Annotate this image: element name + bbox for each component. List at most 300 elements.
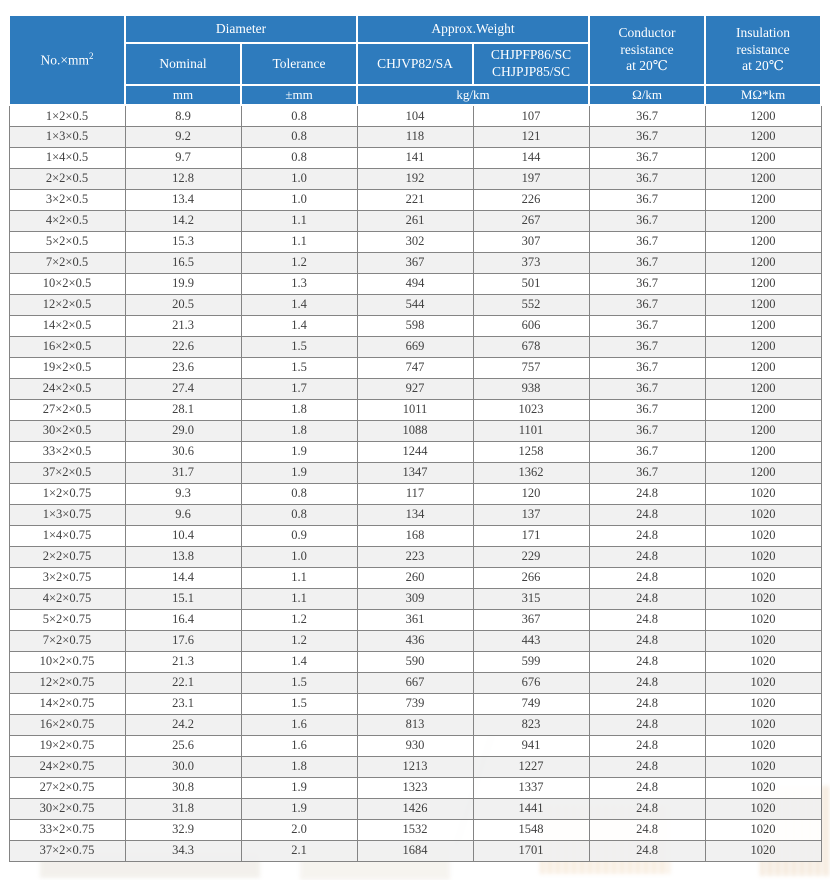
cell-conductor-resistance: 24.8 bbox=[589, 609, 705, 630]
cell-diameter-nominal: 30.8 bbox=[125, 777, 241, 798]
cell-conductor-resistance: 24.8 bbox=[589, 651, 705, 672]
cell-diameter-tolerance: 1.2 bbox=[241, 252, 357, 273]
cell-diameter-nominal: 34.3 bbox=[125, 840, 241, 861]
cell-conductor-resistance: 36.7 bbox=[589, 147, 705, 168]
cell-diameter-tolerance: 2.1 bbox=[241, 840, 357, 861]
cell-diameter-nominal: 8.9 bbox=[125, 105, 241, 126]
table-row bbox=[9, 168, 821, 189]
cell-diameter-nominal: 19.9 bbox=[125, 273, 241, 294]
cell-weight-chjvp82-sa: 544 bbox=[357, 294, 473, 315]
cell-insulation-resistance: 1020 bbox=[705, 756, 821, 777]
cell-conductor-resistance: 24.8 bbox=[589, 483, 705, 504]
cell-diameter-tolerance: 1.9 bbox=[241, 798, 357, 819]
cell-weight-chjvp82-sa: 302 bbox=[357, 231, 473, 252]
cell-weight-chjvp82-sa: 598 bbox=[357, 315, 473, 336]
cell-diameter-tolerance: 1.9 bbox=[241, 462, 357, 483]
unit-nominal-mm: mm bbox=[125, 85, 241, 105]
cell-conductor-resistance: 36.7 bbox=[589, 168, 705, 189]
cell-insulation-resistance: 1200 bbox=[705, 294, 821, 315]
cell-weight-chjpfp86-sc: 823 bbox=[473, 714, 589, 735]
table-row bbox=[9, 777, 821, 798]
header-nominal: Nominal bbox=[125, 43, 241, 85]
cell-weight-chjpfp86-sc: 1227 bbox=[473, 756, 589, 777]
cell-weight-chjvp82-sa: 117 bbox=[357, 483, 473, 504]
table-header bbox=[9, 15, 821, 105]
table-row bbox=[9, 672, 821, 693]
table-row bbox=[9, 315, 821, 336]
table-row bbox=[9, 630, 821, 651]
cell-insulation-resistance: 1200 bbox=[705, 420, 821, 441]
cell-weight-chjvp82-sa: 436 bbox=[357, 630, 473, 651]
cell-diameter-nominal: 21.3 bbox=[125, 651, 241, 672]
cell-conductor-resistance: 36.7 bbox=[589, 294, 705, 315]
cell-no: 24×2×0.5 bbox=[9, 378, 125, 399]
cell-weight-chjpfp86-sc: 266 bbox=[473, 567, 589, 588]
header-no-mm2 bbox=[9, 15, 125, 105]
cell-diameter-tolerance: 1.6 bbox=[241, 714, 357, 735]
cell-no: 33×2×0.75 bbox=[9, 819, 125, 840]
cell-insulation-resistance: 1200 bbox=[705, 273, 821, 294]
cell-weight-chjvp82-sa: 367 bbox=[357, 252, 473, 273]
cell-conductor-resistance: 36.7 bbox=[589, 420, 705, 441]
cell-conductor-resistance: 24.8 bbox=[589, 525, 705, 546]
table-row bbox=[9, 567, 821, 588]
cell-diameter-nominal: 23.6 bbox=[125, 357, 241, 378]
cell-weight-chjpfp86-sc: 676 bbox=[473, 672, 589, 693]
table-row bbox=[9, 294, 821, 315]
cell-insulation-resistance: 1200 bbox=[705, 168, 821, 189]
cell-weight-chjvp82-sa: 309 bbox=[357, 588, 473, 609]
cell-weight-chjpfp86-sc: 307 bbox=[473, 231, 589, 252]
cell-no: 12×2×0.5 bbox=[9, 294, 125, 315]
cell-diameter-tolerance: 1.5 bbox=[241, 336, 357, 357]
cell-diameter-nominal: 10.4 bbox=[125, 525, 241, 546]
cell-weight-chjvp82-sa: 261 bbox=[357, 210, 473, 231]
cell-diameter-nominal: 9.7 bbox=[125, 147, 241, 168]
cell-no: 1×2×0.5 bbox=[9, 105, 125, 126]
cell-diameter-nominal: 28.1 bbox=[125, 399, 241, 420]
cell-weight-chjpfp86-sc: 1337 bbox=[473, 777, 589, 798]
cell-no: 12×2×0.75 bbox=[9, 672, 125, 693]
table-row bbox=[9, 210, 821, 231]
table-row bbox=[9, 336, 821, 357]
cell-weight-chjpfp86-sc: 599 bbox=[473, 651, 589, 672]
cell-conductor-resistance: 24.8 bbox=[589, 588, 705, 609]
cell-weight-chjvp82-sa: 104 bbox=[357, 105, 473, 126]
cell-weight-chjpfp86-sc: 678 bbox=[473, 336, 589, 357]
cell-insulation-resistance: 1020 bbox=[705, 798, 821, 819]
cell-no: 33×2×0.5 bbox=[9, 441, 125, 462]
table-row bbox=[9, 651, 821, 672]
cell-diameter-nominal: 14.2 bbox=[125, 210, 241, 231]
cell-no: 14×2×0.75 bbox=[9, 693, 125, 714]
cable-spec-table bbox=[8, 14, 822, 862]
cell-diameter-tolerance: 1.5 bbox=[241, 693, 357, 714]
cell-insulation-resistance: 1200 bbox=[705, 462, 821, 483]
header-chjpjp85-line: CHJPJP85/SC bbox=[491, 64, 571, 79]
cell-diameter-nominal: 31.7 bbox=[125, 462, 241, 483]
header-chjvp82-sa: CHJVP82/SA bbox=[357, 43, 473, 85]
cell-weight-chjpfp86-sc: 443 bbox=[473, 630, 589, 651]
cell-diameter-tolerance: 1.9 bbox=[241, 777, 357, 798]
cell-no: 10×2×0.5 bbox=[9, 273, 125, 294]
cell-diameter-nominal: 27.4 bbox=[125, 378, 241, 399]
cell-no: 37×2×0.5 bbox=[9, 462, 125, 483]
cell-insulation-resistance: 1200 bbox=[705, 378, 821, 399]
cell-no: 27×2×0.5 bbox=[9, 399, 125, 420]
header-row-units bbox=[9, 85, 821, 105]
cell-no: 1×3×0.5 bbox=[9, 126, 125, 147]
unit-conductor-ohm-km: Ω/km bbox=[589, 85, 705, 105]
cell-weight-chjpfp86-sc: 315 bbox=[473, 588, 589, 609]
table-row bbox=[9, 189, 821, 210]
cell-weight-chjvp82-sa: 260 bbox=[357, 567, 473, 588]
header-diameter: Diameter bbox=[125, 15, 357, 43]
table-row bbox=[9, 840, 821, 861]
header-tolerance: Tolerance bbox=[241, 43, 357, 85]
cell-no: 37×2×0.75 bbox=[9, 840, 125, 861]
cell-diameter-tolerance: 1.0 bbox=[241, 189, 357, 210]
cell-no: 2×2×0.5 bbox=[9, 168, 125, 189]
table-row bbox=[9, 525, 821, 546]
table-row bbox=[9, 504, 821, 525]
table-row bbox=[9, 105, 821, 126]
cell-diameter-tolerance: 1.1 bbox=[241, 567, 357, 588]
cell-diameter-tolerance: 0.8 bbox=[241, 147, 357, 168]
cell-diameter-tolerance: 1.1 bbox=[241, 231, 357, 252]
cell-weight-chjvp82-sa: 1011 bbox=[357, 399, 473, 420]
cell-no: 30×2×0.5 bbox=[9, 420, 125, 441]
cell-no: 27×2×0.75 bbox=[9, 777, 125, 798]
cell-no: 5×2×0.75 bbox=[9, 609, 125, 630]
cell-weight-chjvp82-sa: 1532 bbox=[357, 819, 473, 840]
cell-diameter-tolerance: 1.4 bbox=[241, 315, 357, 336]
cell-diameter-tolerance: 0.8 bbox=[241, 105, 357, 126]
table-row bbox=[9, 483, 821, 504]
cell-diameter-tolerance: 1.6 bbox=[241, 735, 357, 756]
cell-conductor-resistance: 36.7 bbox=[589, 189, 705, 210]
cell-diameter-tolerance: 1.3 bbox=[241, 273, 357, 294]
cell-conductor-resistance: 36.7 bbox=[589, 105, 705, 126]
cell-weight-chjvp82-sa: 667 bbox=[357, 672, 473, 693]
cell-weight-chjvp82-sa: 930 bbox=[357, 735, 473, 756]
cell-insulation-resistance: 1200 bbox=[705, 357, 821, 378]
cell-insulation-resistance: 1020 bbox=[705, 546, 821, 567]
table-row bbox=[9, 819, 821, 840]
cell-weight-chjpfp86-sc: 120 bbox=[473, 483, 589, 504]
cell-insulation-resistance: 1020 bbox=[705, 525, 821, 546]
cell-diameter-tolerance: 1.4 bbox=[241, 294, 357, 315]
cell-diameter-nominal: 29.0 bbox=[125, 420, 241, 441]
cell-conductor-resistance: 36.7 bbox=[589, 462, 705, 483]
cell-insulation-resistance: 1020 bbox=[705, 651, 821, 672]
cell-weight-chjvp82-sa: 813 bbox=[357, 714, 473, 735]
cell-conductor-resistance: 36.7 bbox=[589, 231, 705, 252]
cell-no: 16×2×0.5 bbox=[9, 336, 125, 357]
header-conductor-line2: resistance bbox=[620, 41, 674, 57]
cell-conductor-resistance: 24.8 bbox=[589, 777, 705, 798]
cell-diameter-nominal: 24.2 bbox=[125, 714, 241, 735]
cell-weight-chjpfp86-sc: 501 bbox=[473, 273, 589, 294]
header-no-mm2-sup: 2 bbox=[89, 50, 94, 61]
cell-conductor-resistance: 24.8 bbox=[589, 819, 705, 840]
cell-weight-chjvp82-sa: 1088 bbox=[357, 420, 473, 441]
cell-diameter-tolerance: 1.0 bbox=[241, 546, 357, 567]
cell-weight-chjvp82-sa: 168 bbox=[357, 525, 473, 546]
cell-weight-chjpfp86-sc: 367 bbox=[473, 609, 589, 630]
cell-no: 1×4×0.75 bbox=[9, 525, 125, 546]
cell-conductor-resistance: 24.8 bbox=[589, 630, 705, 651]
cell-diameter-nominal: 25.6 bbox=[125, 735, 241, 756]
cell-diameter-nominal: 32.9 bbox=[125, 819, 241, 840]
table-row bbox=[9, 588, 821, 609]
cell-diameter-nominal: 9.3 bbox=[125, 483, 241, 504]
cell-insulation-resistance: 1200 bbox=[705, 315, 821, 336]
table-row bbox=[9, 420, 821, 441]
cell-insulation-resistance: 1200 bbox=[705, 105, 821, 126]
cell-weight-chjvp82-sa: 927 bbox=[357, 378, 473, 399]
cell-diameter-nominal: 17.6 bbox=[125, 630, 241, 651]
cell-weight-chjvp82-sa: 192 bbox=[357, 168, 473, 189]
cell-diameter-nominal: 12.8 bbox=[125, 168, 241, 189]
cell-diameter-nominal: 23.1 bbox=[125, 693, 241, 714]
cell-diameter-tolerance: 1.5 bbox=[241, 357, 357, 378]
cell-insulation-resistance: 1200 bbox=[705, 210, 821, 231]
cell-insulation-resistance: 1020 bbox=[705, 840, 821, 861]
cell-weight-chjvp82-sa: 223 bbox=[357, 546, 473, 567]
cell-weight-chjvp82-sa: 1213 bbox=[357, 756, 473, 777]
cell-insulation-resistance: 1200 bbox=[705, 399, 821, 420]
cell-no: 24×2×0.75 bbox=[9, 756, 125, 777]
header-no-mm2-label: No.×mm bbox=[40, 52, 89, 68]
cell-conductor-resistance: 36.7 bbox=[589, 315, 705, 336]
cell-insulation-resistance: 1020 bbox=[705, 630, 821, 651]
cell-insulation-resistance: 1200 bbox=[705, 252, 821, 273]
header-approx-weight: Approx.Weight bbox=[357, 15, 589, 43]
cell-conductor-resistance: 36.7 bbox=[589, 357, 705, 378]
cell-diameter-nominal: 15.1 bbox=[125, 588, 241, 609]
cell-insulation-resistance: 1020 bbox=[705, 777, 821, 798]
header-conductor-resistance bbox=[589, 15, 705, 85]
cell-weight-chjpfp86-sc: 1258 bbox=[473, 441, 589, 462]
header-insulation-line3: at 20℃ bbox=[742, 58, 784, 74]
cell-conductor-resistance: 24.8 bbox=[589, 840, 705, 861]
cell-weight-chjvp82-sa: 141 bbox=[357, 147, 473, 168]
cell-diameter-nominal: 9.2 bbox=[125, 126, 241, 147]
cell-insulation-resistance: 1020 bbox=[705, 504, 821, 525]
cell-diameter-tolerance: 1.8 bbox=[241, 756, 357, 777]
cell-weight-chjpfp86-sc: 1101 bbox=[473, 420, 589, 441]
header-insulation-resistance bbox=[705, 15, 821, 85]
cell-weight-chjpfp86-sc: 107 bbox=[473, 105, 589, 126]
table-row bbox=[9, 399, 821, 420]
cell-no: 30×2×0.75 bbox=[9, 798, 125, 819]
cell-no: 16×2×0.75 bbox=[9, 714, 125, 735]
cell-diameter-nominal: 14.4 bbox=[125, 567, 241, 588]
table-row bbox=[9, 798, 821, 819]
cell-weight-chjvp82-sa: 1426 bbox=[357, 798, 473, 819]
cell-conductor-resistance: 36.7 bbox=[589, 336, 705, 357]
cell-weight-chjpfp86-sc: 1362 bbox=[473, 462, 589, 483]
cell-weight-chjvp82-sa: 494 bbox=[357, 273, 473, 294]
cell-diameter-tolerance: 1.8 bbox=[241, 420, 357, 441]
cell-weight-chjvp82-sa: 1244 bbox=[357, 441, 473, 462]
cell-conductor-resistance: 36.7 bbox=[589, 399, 705, 420]
cell-no: 1×3×0.75 bbox=[9, 504, 125, 525]
cell-weight-chjvp82-sa: 361 bbox=[357, 609, 473, 630]
cell-no: 1×4×0.5 bbox=[9, 147, 125, 168]
cell-diameter-tolerance: 0.8 bbox=[241, 483, 357, 504]
cell-insulation-resistance: 1020 bbox=[705, 693, 821, 714]
cell-diameter-nominal: 31.8 bbox=[125, 798, 241, 819]
table-row bbox=[9, 756, 821, 777]
cell-weight-chjpfp86-sc: 144 bbox=[473, 147, 589, 168]
table-row bbox=[9, 693, 821, 714]
cell-diameter-tolerance: 1.1 bbox=[241, 210, 357, 231]
cell-weight-chjvp82-sa: 118 bbox=[357, 126, 473, 147]
table-row bbox=[9, 441, 821, 462]
cell-diameter-nominal: 15.3 bbox=[125, 231, 241, 252]
header-insulation-line1: Insulation bbox=[736, 24, 791, 40]
table-row bbox=[9, 378, 821, 399]
cell-insulation-resistance: 1020 bbox=[705, 588, 821, 609]
cell-weight-chjpfp86-sc: 552 bbox=[473, 294, 589, 315]
table-row bbox=[9, 609, 821, 630]
cell-conductor-resistance: 36.7 bbox=[589, 252, 705, 273]
cell-insulation-resistance: 1200 bbox=[705, 441, 821, 462]
cell-diameter-nominal: 13.4 bbox=[125, 189, 241, 210]
table-row bbox=[9, 546, 821, 567]
cell-diameter-tolerance: 0.8 bbox=[241, 504, 357, 525]
cell-diameter-nominal: 16.5 bbox=[125, 252, 241, 273]
cell-conductor-resistance: 24.8 bbox=[589, 672, 705, 693]
cell-diameter-nominal: 20.5 bbox=[125, 294, 241, 315]
table-row bbox=[9, 357, 821, 378]
cell-diameter-nominal: 30.0 bbox=[125, 756, 241, 777]
cell-weight-chjpfp86-sc: 267 bbox=[473, 210, 589, 231]
cell-diameter-tolerance: 1.1 bbox=[241, 588, 357, 609]
cell-diameter-nominal: 9.6 bbox=[125, 504, 241, 525]
cell-weight-chjvp82-sa: 669 bbox=[357, 336, 473, 357]
cell-weight-chjpfp86-sc: 757 bbox=[473, 357, 589, 378]
cell-insulation-resistance: 1200 bbox=[705, 231, 821, 252]
unit-insulation-mohm-km: MΩ*km bbox=[705, 85, 821, 105]
cell-weight-chjpfp86-sc: 606 bbox=[473, 315, 589, 336]
cell-weight-chjvp82-sa: 590 bbox=[357, 651, 473, 672]
cell-weight-chjpfp86-sc: 121 bbox=[473, 126, 589, 147]
cell-weight-chjvp82-sa: 1347 bbox=[357, 462, 473, 483]
spec-table-container bbox=[8, 14, 822, 862]
cell-no: 1×2×0.75 bbox=[9, 483, 125, 504]
cell-diameter-tolerance: 1.4 bbox=[241, 651, 357, 672]
cell-diameter-tolerance: 0.8 bbox=[241, 126, 357, 147]
cell-weight-chjpfp86-sc: 941 bbox=[473, 735, 589, 756]
cell-weight-chjpfp86-sc: 1023 bbox=[473, 399, 589, 420]
cell-diameter-tolerance: 1.5 bbox=[241, 672, 357, 693]
header-chjpfp86-line: CHJPFP86/SC bbox=[490, 47, 572, 63]
cell-no: 7×2×0.5 bbox=[9, 252, 125, 273]
cell-weight-chjvp82-sa: 739 bbox=[357, 693, 473, 714]
cell-weight-chjpfp86-sc: 137 bbox=[473, 504, 589, 525]
cell-weight-chjpfp86-sc: 1701 bbox=[473, 840, 589, 861]
cell-insulation-resistance: 1020 bbox=[705, 735, 821, 756]
table-row bbox=[9, 126, 821, 147]
header-insulation-line2: resistance bbox=[736, 41, 790, 57]
cell-conductor-resistance: 24.8 bbox=[589, 756, 705, 777]
cell-weight-chjpfp86-sc: 171 bbox=[473, 525, 589, 546]
cell-insulation-resistance: 1020 bbox=[705, 672, 821, 693]
cell-insulation-resistance: 1020 bbox=[705, 714, 821, 735]
cell-conductor-resistance: 24.8 bbox=[589, 567, 705, 588]
table-row bbox=[9, 273, 821, 294]
cell-weight-chjvp82-sa: 1323 bbox=[357, 777, 473, 798]
cell-diameter-tolerance: 1.8 bbox=[241, 399, 357, 420]
cell-no: 2×2×0.75 bbox=[9, 546, 125, 567]
cell-diameter-nominal: 16.4 bbox=[125, 609, 241, 630]
cell-no: 5×2×0.5 bbox=[9, 231, 125, 252]
cell-diameter-tolerance: 0.9 bbox=[241, 525, 357, 546]
cell-insulation-resistance: 1200 bbox=[705, 336, 821, 357]
cell-diameter-nominal: 22.6 bbox=[125, 336, 241, 357]
cell-conductor-resistance: 24.8 bbox=[589, 714, 705, 735]
cell-diameter-tolerance: 2.0 bbox=[241, 819, 357, 840]
cell-weight-chjpfp86-sc: 197 bbox=[473, 168, 589, 189]
cell-no: 3×2×0.5 bbox=[9, 189, 125, 210]
cell-diameter-tolerance: 1.9 bbox=[241, 441, 357, 462]
cell-weight-chjpfp86-sc: 938 bbox=[473, 378, 589, 399]
header-conductor-line1: Conductor bbox=[618, 24, 676, 40]
table-row bbox=[9, 714, 821, 735]
cell-weight-chjpfp86-sc: 226 bbox=[473, 189, 589, 210]
cell-no: 4×2×0.75 bbox=[9, 588, 125, 609]
cell-conductor-resistance: 36.7 bbox=[589, 378, 705, 399]
cell-conductor-resistance: 24.8 bbox=[589, 798, 705, 819]
cell-insulation-resistance: 1200 bbox=[705, 126, 821, 147]
cell-conductor-resistance: 36.7 bbox=[589, 126, 705, 147]
unit-weight-kgkm: kg/km bbox=[357, 85, 589, 105]
cell-insulation-resistance: 1200 bbox=[705, 189, 821, 210]
cell-no: 7×2×0.75 bbox=[9, 630, 125, 651]
cell-insulation-resistance: 1020 bbox=[705, 567, 821, 588]
cell-conductor-resistance: 24.8 bbox=[589, 546, 705, 567]
cell-no: 19×2×0.75 bbox=[9, 735, 125, 756]
table-row bbox=[9, 735, 821, 756]
cell-diameter-tolerance: 1.0 bbox=[241, 168, 357, 189]
cell-diameter-nominal: 13.8 bbox=[125, 546, 241, 567]
cell-insulation-resistance: 1020 bbox=[705, 483, 821, 504]
cell-diameter-nominal: 22.1 bbox=[125, 672, 241, 693]
cell-weight-chjvp82-sa: 221 bbox=[357, 189, 473, 210]
cell-no: 4×2×0.5 bbox=[9, 210, 125, 231]
cell-no: 14×2×0.5 bbox=[9, 315, 125, 336]
cell-conductor-resistance: 36.7 bbox=[589, 210, 705, 231]
cell-weight-chjvp82-sa: 747 bbox=[357, 357, 473, 378]
table-row bbox=[9, 252, 821, 273]
cell-diameter-tolerance: 1.2 bbox=[241, 609, 357, 630]
table-row bbox=[9, 462, 821, 483]
cell-conductor-resistance: 24.8 bbox=[589, 504, 705, 525]
cell-conductor-resistance: 24.8 bbox=[589, 735, 705, 756]
cell-weight-chjpfp86-sc: 749 bbox=[473, 693, 589, 714]
cell-weight-chjvp82-sa: 134 bbox=[357, 504, 473, 525]
cell-insulation-resistance: 1020 bbox=[705, 819, 821, 840]
cell-diameter-nominal: 21.3 bbox=[125, 315, 241, 336]
cell-weight-chjpfp86-sc: 229 bbox=[473, 546, 589, 567]
cell-diameter-tolerance: 1.2 bbox=[241, 630, 357, 651]
cell-insulation-resistance: 1020 bbox=[705, 609, 821, 630]
cell-no: 19×2×0.5 bbox=[9, 357, 125, 378]
cell-insulation-resistance: 1200 bbox=[705, 147, 821, 168]
